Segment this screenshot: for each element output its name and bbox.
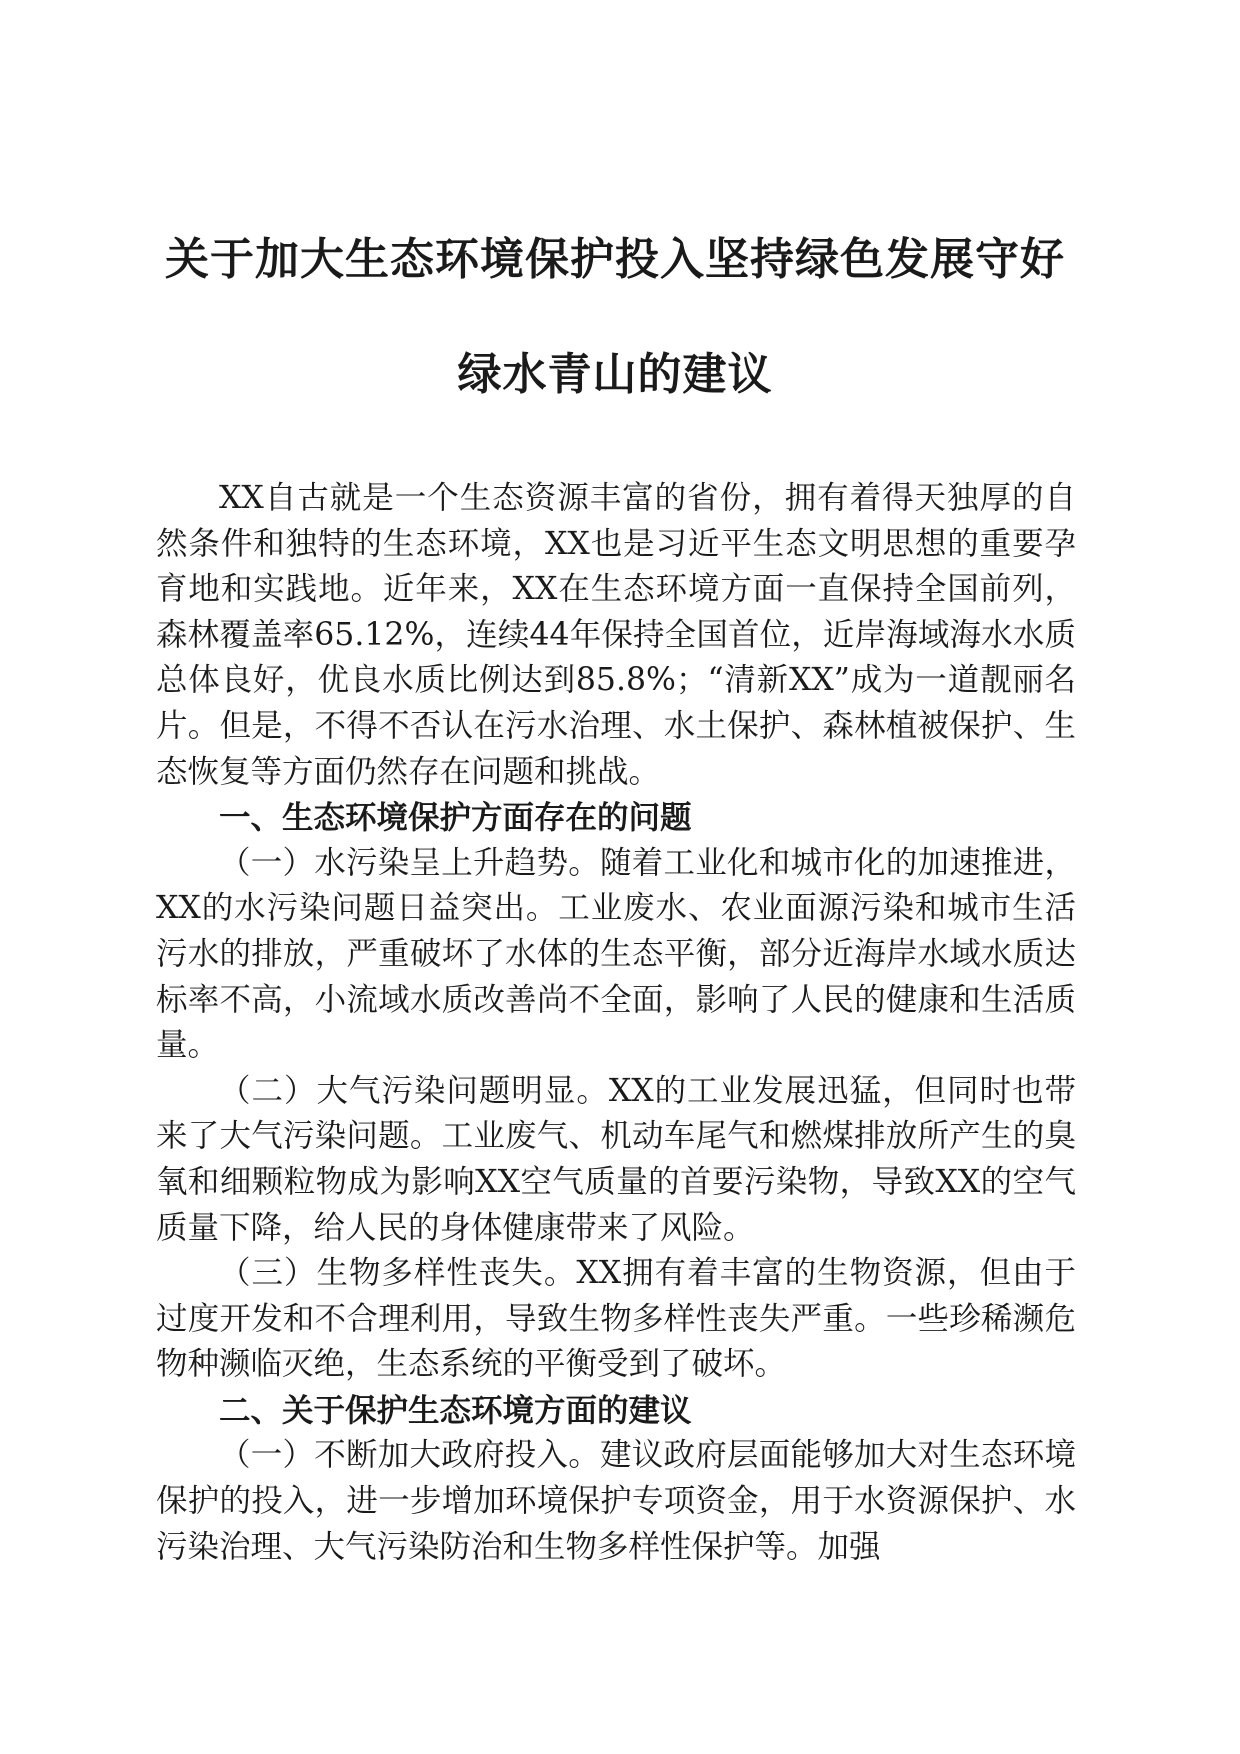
document-title-line-2: 绿水青山的建议 bbox=[457, 349, 773, 400]
section-heading-suggestions: 二、关于保护生态环境方面的建议 bbox=[219, 1391, 692, 1429]
document-title-line-1: 关于加大生态环境保护投入坚持绿色发展守好 bbox=[165, 234, 1065, 285]
paragraph-air-pollution: （二）大气污染问题明显。XX的工业发展迅猛，但同时也带来了大气污染问题。工业废气、机动车尾气和燃煤排放所产生的臭氧和细颗粒物成为影响XX空气质量的首要污染物，导致XX的空气质量下降，给人民的身体健康带来了风险。 bbox=[156, 1072, 1076, 1246]
document-body bbox=[156, 476, 1076, 1570]
paragraph-government-investment: （一）不断加大政府投入。建议政府层面能够加大对生态环境保护的投入，进一步增加环境保护专项资金，用于水资源保护、水污染治理、大气污染防治和生物多样性保护等。加强 bbox=[156, 1437, 1076, 1565]
section-heading-problems: 一、生态环境保护方面存在的问题 bbox=[219, 799, 692, 837]
paragraph-biodiversity: （三）生物多样性丧失。XX拥有着丰富的生物资源，但由于过度开发和不合理利用，导致生物多样性丧失严重。一些珍稀濒危物种濒临灭绝，生态系统的平衡受到了破坏。 bbox=[156, 1255, 1076, 1383]
intro-paragraph: XX自古就是一个生态资源丰富的省份，拥有着得天独厚的自然条件和独特的生态环境，XX也是习近平生态文明思想的重要孕育地和实践地。近年来，XX在生态环境方面一直保持全国前列，森林覆盖率65.12%，连续44年保持全国首位，近岸海域海水水质总体良好，优良水质比例达到85.8%；“清新XX”成为一道靓丽名片。但是，不得不否认在污水治理、水土保护、森林植被保护、生态恢复等方面仍然存在问题和挑战。 bbox=[156, 480, 1076, 790]
paragraph-water-pollution: （一）水污染呈上升趋势。随着工业化和城市化的加速推进，XX的水污染问题日益突出。工业废水、农业面源污染和城市生活污水的排放，严重破坏了水体的生态平衡，部分近海岸水域水质达标率不高，小流域水质改善尚不全面，影响了人民的健康和生活质量。 bbox=[156, 844, 1076, 1064]
